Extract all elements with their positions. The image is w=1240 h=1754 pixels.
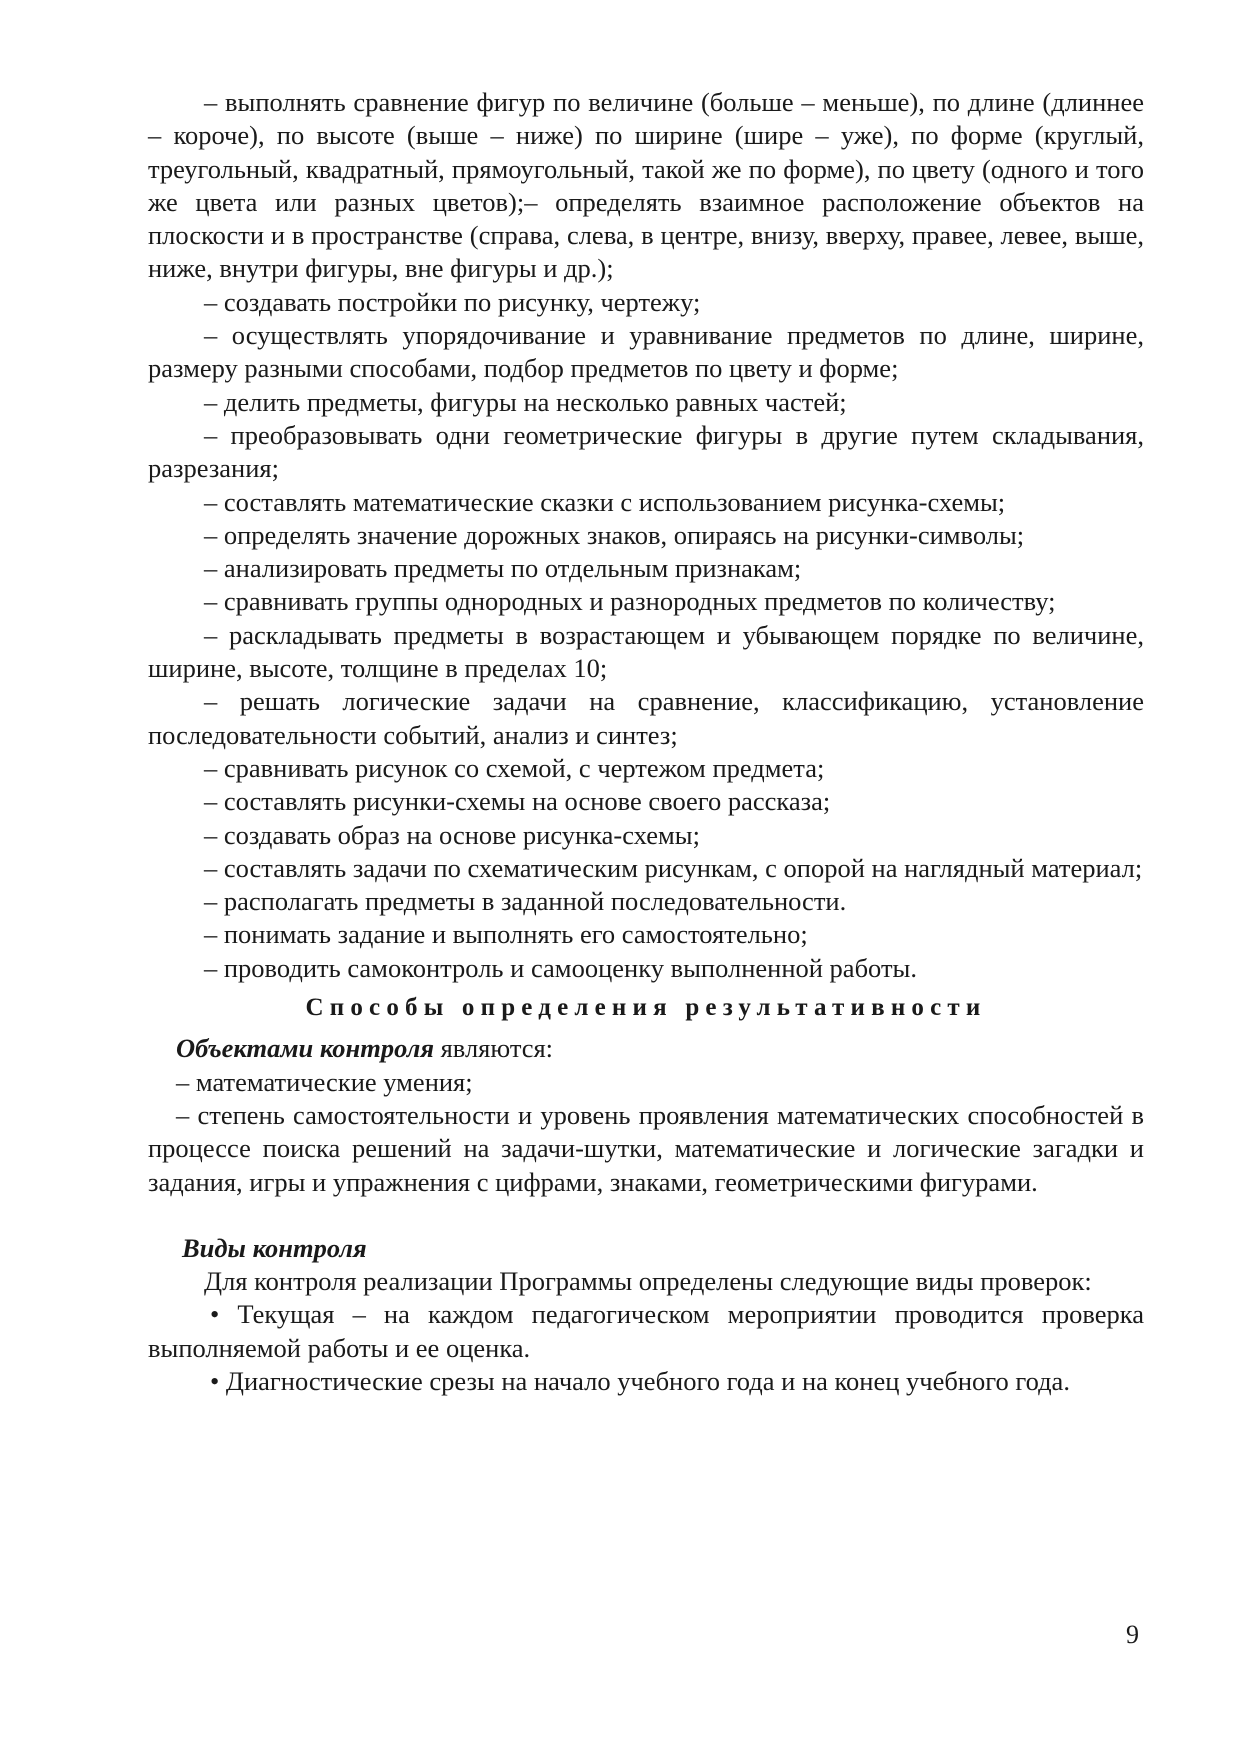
objects-intro bbox=[148, 1032, 1144, 1065]
bullet-icon: • bbox=[210, 1365, 220, 1396]
bullet-icon: • bbox=[210, 1299, 220, 1330]
list-item: – составлять задачи по схематическим рисункам, с опорой на наглядный материал; bbox=[204, 852, 1143, 883]
list-item: – преобразовывать одни геометрические фигуры в другие путем складывания, разрезания; bbox=[148, 419, 1144, 484]
list-item: – определять значение дорожных знаков, опираясь на рисунки-символы; bbox=[204, 519, 1025, 550]
section-heading: Способы определения результативности bbox=[305, 994, 987, 1022]
list-item: – решать логические задачи на сравнение, классификацию, установление последовательности событий, анализ и синтез; bbox=[148, 686, 1144, 750]
document-page bbox=[148, 86, 1144, 1398]
types-intro: Для контроля реализации Программы определены следующие виды проверок: bbox=[204, 1266, 1092, 1297]
list-item: – понимать задание и выполнять его самостоятельно; bbox=[204, 919, 808, 950]
spacer bbox=[148, 1199, 1144, 1232]
list-item: – математические умения; bbox=[176, 1066, 473, 1097]
list-item: – раскладывать предметы в возрастающем и убывающем порядке по величине, ширине, высоте, толщине в пределах 10; bbox=[148, 619, 1144, 684]
types-heading: Виды контроля bbox=[182, 1232, 367, 1263]
list-item: • Диагностические срезы на начало учебного года и на конец учебного года. bbox=[210, 1365, 1070, 1396]
skills-list bbox=[148, 86, 1144, 985]
list-item: – создавать постройки по рисунку, чертежу; bbox=[204, 286, 701, 317]
list-item: – выполнять сравнение фигур по величине (больше – меньше), по длине (длиннее – короче), по высоте (выше – ниже) по ширине (шире – уже), по форме (круглый, треугольный, квадратный, прямоугольный, такой же по форме), по цвету (одного и того же цвета или разных цветов);– определять взаимное расположение объектов на плоскости и в пространстве (справа, слева, в центре, внизу, вверху, правее, левее, выше, ниже, внутри фигуры, вне фигуры и др.); bbox=[148, 87, 1144, 284]
list-item: – анализировать предметы по отдельным признакам; bbox=[204, 553, 802, 584]
list-item: – составлять математические сказки с использованием рисунка-схемы; bbox=[204, 486, 1006, 517]
types-heading-row bbox=[148, 1232, 1144, 1265]
list-item: – создавать образ на основе рисунка-схемы; bbox=[204, 819, 700, 850]
list-item: – проводить самоконтроль и самооценку выполненной работы. bbox=[204, 952, 917, 983]
list-item: – осуществлять упорядочивание и уравнивание предметов по длине, ширине, размеру разными способами, подбор предметов по цвету и форме; bbox=[148, 320, 1144, 384]
list-item: – степень самостоятельности и уровень проявления математических способностей в процессе поиска решений на задачи-шутки, математические и логические загадки и задания, игры и упражнения с цифрами, знаками, геометрическими фигурами. bbox=[148, 1099, 1144, 1197]
list-item: • Текущая – на каждом педагогическом мероприятии проводится проверка выполняемой работы и ее оценка. bbox=[148, 1299, 1144, 1363]
list-item: – сравнивать рисунок со схемой, с чертежом предмета; bbox=[204, 752, 825, 783]
objects-label: Объектами контроля bbox=[176, 1033, 434, 1064]
list-item: – составлять рисунки-схемы на основе своего рассказа; bbox=[204, 786, 831, 817]
objects-suffix: являются: bbox=[433, 1033, 554, 1064]
list-item: – располагать предметы в заданной последовательности. bbox=[204, 886, 847, 917]
list-item: – делить предметы, фигуры на несколько равных частей; bbox=[204, 386, 847, 417]
list-item: – сравнивать группы однородных и разнородных предметов по количеству; bbox=[204, 586, 1056, 617]
page-number: 9 bbox=[1126, 1620, 1139, 1649]
